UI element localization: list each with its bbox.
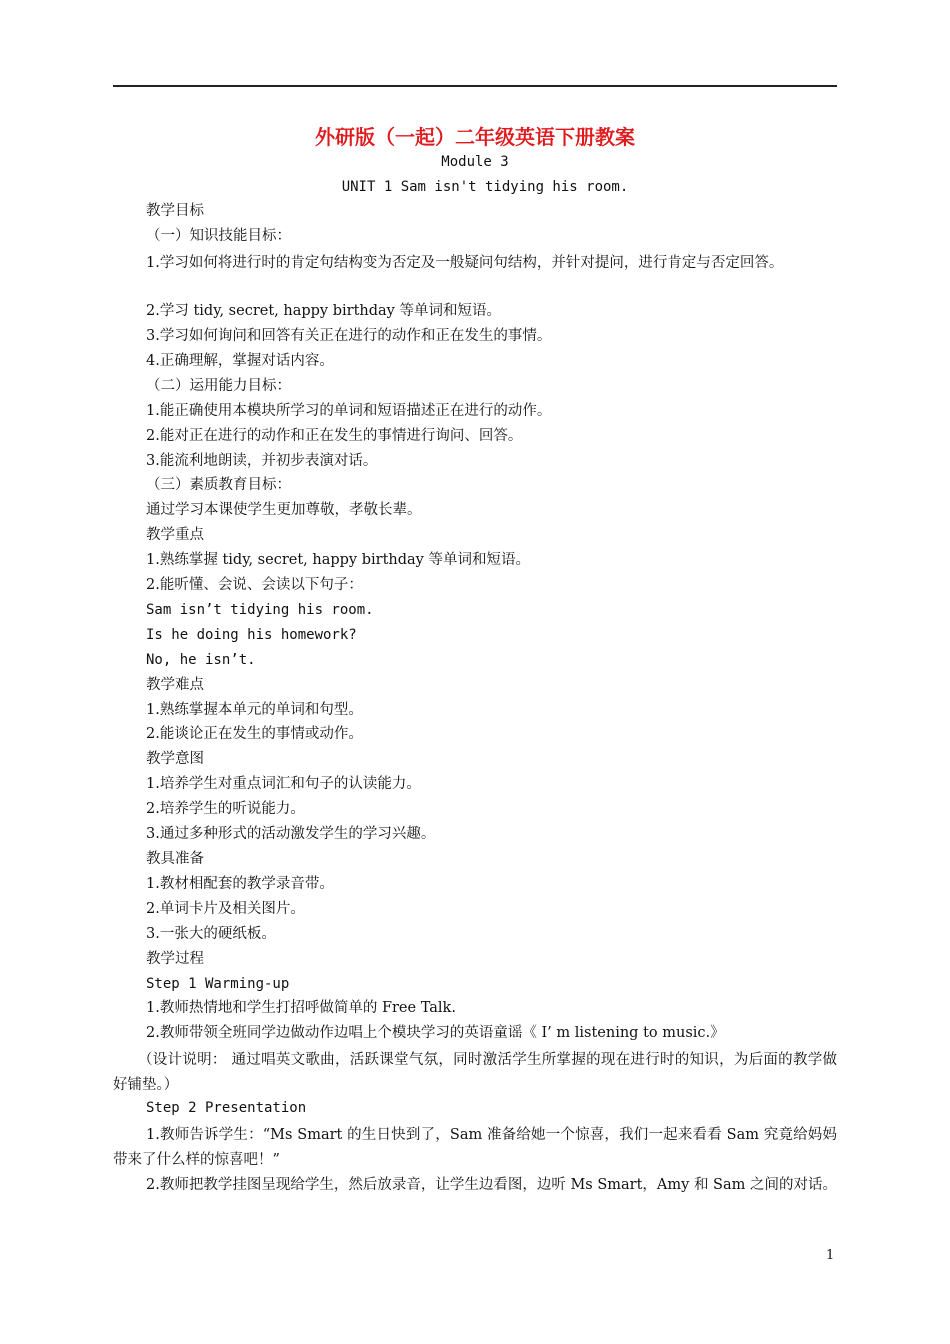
step-heading: Step 1 Warming-up <box>146 976 290 992</box>
paragraph-line: 1.教材相配套的教学录音带。 <box>146 876 334 892</box>
example-sentence: Is he doing his homework? <box>146 627 357 643</box>
paragraph-line: 2.学习 tidy, secret, happy birthday 等单词和短语。 <box>146 303 501 319</box>
paragraph-line: 1.培养学生对重点词汇和句子的认读能力。 <box>146 776 421 792</box>
section-heading-objectives: 教学目标 <box>146 203 204 219</box>
paragraph-line: 3.通过多种形式的活动激发学生的学习兴趣。 <box>146 826 436 842</box>
example-sentence: No, he isn’t. <box>146 652 256 668</box>
paragraph-line: 2.培养学生的听说能力。 <box>146 801 305 817</box>
step-heading: Step 2 Presentation <box>146 1100 307 1116</box>
section-heading-materials: 教具准备 <box>146 851 204 867</box>
header-rule <box>113 85 837 87</box>
paragraph-line: 1.教师热情地和学生打招呼做简单的 Free Talk. <box>146 1000 456 1016</box>
paragraph-line: 3.一张大的硬纸板。 <box>146 926 276 942</box>
page-number: 1 <box>826 1248 835 1263</box>
paragraph-line: 2.能听懂、会说、会读以下句子： <box>146 577 363 593</box>
paragraph-line: 2.能谈论正在发生的事情或动作。 <box>146 726 363 742</box>
paragraph-line: 2.教师带领全班同学边做动作边唱上个模块学习的英语童谣《 I’ m listening to music.》 <box>146 1025 725 1041</box>
subheading-knowledge: （一）知识技能目标： <box>146 228 291 244</box>
paragraph-line: 2.教师把教学挂图呈现给学生，然后放录音，让学生边看图，边听 Ms Smart，Amy 和 Sam 之间的对话。 <box>146 1177 837 1193</box>
paragraph-line: 4.正确理解，掌握对话内容。 <box>146 353 334 369</box>
module-heading: Module 3 <box>441 154 509 170</box>
unit-heading: UNIT 1 Sam isn't tidying his room. <box>341 179 629 195</box>
paragraph-line: 1.熟练掌握 tidy, secret, happy birthday 等单词和短语。 <box>146 552 530 568</box>
subheading-ability: （二）运用能力目标： <box>146 378 291 394</box>
paragraph-line: 2.单词卡片及相关图片。 <box>146 901 305 917</box>
section-heading-intent: 教学意图 <box>146 751 204 767</box>
paragraph-line: 3.学习如何询问和回答有关正在进行的动作和正在发生的事情。 <box>146 328 552 344</box>
paragraph-line: 通过学习本课使学生更加尊敬，孝敬长辈。 <box>146 502 422 518</box>
design-note: （设计说明： 通过唱英文歌曲，活跃课堂气氛，同时激活学生所掌握的现在进行时的知识，为后面的教学做好铺垫。） <box>113 1052 837 1093</box>
paragraph-line: 1.熟练掌握本单元的单词和句型。 <box>146 702 363 718</box>
section-heading-process: 教学过程 <box>146 951 204 967</box>
paragraph-line: 1.学习如何将进行时的肯定句结构变为否定及一般疑问句结构，并针对提问，进行肯定与否定回答。 <box>146 255 784 271</box>
section-heading-difficulties: 教学难点 <box>146 677 204 693</box>
paragraph-line: 1.能正确使用本模块所学习的单词和短语描述正在进行的动作。 <box>146 403 552 419</box>
paragraph-line: 1.教师告诉学生：“Ms Smart 的生日快到了，Sam 准备给她一个惊喜，我们一起来看看 Sam 究竟给妈妈带来了什么样的惊喜吧！” <box>113 1127 837 1168</box>
example-sentence: Sam isn’t tidying his room. <box>146 602 374 618</box>
page-title: 外研版（一起）二年级英语下册教案 <box>315 125 635 149</box>
paragraph-line: 3.能流利地朗读，并初步表演对话。 <box>146 453 378 469</box>
subheading-quality: （三）素质教育目标： <box>146 477 291 493</box>
paragraph-line: 2.能对正在进行的动作和正在发生的事情进行询问、回答。 <box>146 428 523 444</box>
section-heading-key-points: 教学重点 <box>146 527 204 543</box>
